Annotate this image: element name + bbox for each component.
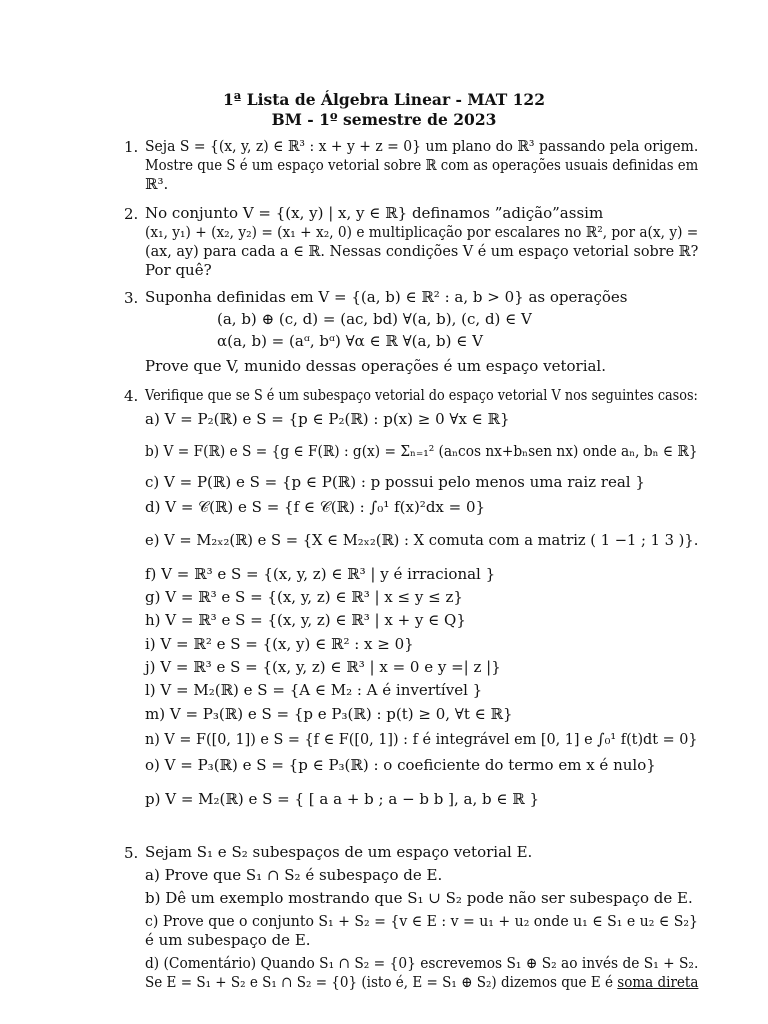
question-text-line: Seja S = {(x, y, z) ∈ ℝ³ : x + y + z = 0} um plano do ℝ³ passando pela origem. <box>145 137 699 155</box>
question-text-line: Verifique que se S é um subespaço vetorial do espaço vetorial V nos seguintes casos: <box>145 386 698 404</box>
sub-item: d) V = 𝒞(ℝ) e S = {f ∈ 𝒞(ℝ) : ∫₀¹ f(x)²dx = 0} <box>145 498 486 516</box>
question-text-line: (ax, ay) para cada a ∈ ℝ. Nessas condições V é um espaço vetorial sobre ℝ? <box>145 242 699 260</box>
sub-item: j) V = ℝ³ e S = {(x, y, z) ∈ ℝ³ | x = 0 e y =| z |} <box>145 658 501 676</box>
formula-line: (a, b) ⊕ (c, d) = (ac, bd) ∀(a, b), (c, d) ∈ V <box>217 310 532 328</box>
underlined-term: soma direta <box>617 973 699 991</box>
sub-item: o) V = P₃(ℝ) e S = {p ∈ P₃(ℝ) : o coeficiente do termo em x é nulo} <box>145 756 656 774</box>
question-number: 2. <box>124 205 139 223</box>
sub-item: d) (Comentário) Quando S₁ ∩ S₂ = {0} escrevemos S₁ ⊕ S₂ ao invés de S₁ + S₂. <box>145 954 699 972</box>
sub-item: c) V = P(ℝ) e S = {p ∈ P(ℝ) : p possui pelo menos uma raiz real } <box>145 473 645 491</box>
question-text-line: No conjunto V = {(x, y) | x, y ∈ ℝ} definamos ”adição”assim <box>145 204 604 222</box>
question-text-line: ℝ³. <box>145 175 169 193</box>
question-number: 4. <box>124 387 139 405</box>
question-text-line: Suponha definidas em V = {(a, b) ∈ ℝ² : a, b > 0} as operações <box>145 288 628 306</box>
question-number: 5. <box>124 844 139 862</box>
question-number: 3. <box>124 289 139 307</box>
sub-item: h) V = ℝ³ e S = {(x, y, z) ∈ ℝ³ | x + y ∈ Q} <box>145 611 466 629</box>
sub-item-text: Se E = S₁ + S₂ e S₁ ∩ S₂ = {0} (isto é, E = S₁ ⊕ S₂) dizemos que E é <box>145 973 618 991</box>
sub-item: g) V = ℝ³ e S = {(x, y, z) ∈ ℝ³ | x ≤ y ≤ z} <box>145 588 463 606</box>
sub-item: m) V = P₃(ℝ) e S = {p e P₃(ℝ) : p(t) ≥ 0, ∀t ∈ ℝ} <box>145 705 513 723</box>
sub-item: b) V = F(ℝ) e S = {g ∈ F(ℝ) : g(x) = Σₙ₌₁² (aₙcos nx+bₙsen nx) onde aₙ, bₙ ∈ ℝ} <box>145 442 698 460</box>
sub-item: a) V = P₂(ℝ) e S = {p ∈ P₂(ℝ) : p(x) ≥ 0 ∀x ∈ ℝ} <box>145 410 510 428</box>
sub-item: f) V = ℝ³ e S = {(x, y, z) ∈ ℝ³ | y é irracional } <box>145 565 496 583</box>
sub-item: l) V = M₂(ℝ) e S = {A ∈ M₂ : A é invertível } <box>145 681 483 699</box>
sub-item: a) Prove que S₁ ∩ S₂ é subespaço de E. <box>145 866 443 884</box>
question-text-line: Por quê? <box>145 261 212 279</box>
sub-item: n) V = F([0, 1]) e S = {f ∈ F([0, 1]) : f é integrável em [0, 1] e ∫₀¹ f(t)dt = 0} <box>145 730 698 748</box>
question-text-line: Mostre que S é um espaço vetorial sobre ℝ com as operações usuais definidas em <box>145 156 699 174</box>
sub-item: é um subespaço de E. <box>145 931 311 949</box>
question-text-line: Sejam S₁ e S₂ subespaços de um espaço vetorial E. <box>145 843 533 861</box>
sub-item <box>145 972 698 992</box>
sub-item: c) Prove que o conjunto S₁ + S₂ = {v ∈ E : v = u₁ + u₂ onde u₁ ∈ S₁ e u₂ ∈ S₂} <box>145 912 698 930</box>
sub-item: i) V = ℝ² e S = {(x, y) ∈ ℝ² : x ≥ 0} <box>145 635 414 653</box>
formula-line: α(a, b) = (aᵅ, bᵅ) ∀α ∈ ℝ ∀(a, b) ∈ V <box>217 332 483 350</box>
question-number: 1. <box>124 138 139 156</box>
sub-item: e) V = M₂ₓ₂(ℝ) e S = {X ∈ M₂ₓ₂(ℝ) : X comuta com a matriz ( 1 −1 ; 1 3 )}. <box>145 531 699 549</box>
sub-item: b) Dê um exemplo mostrando que S₁ ∪ S₂ pode não ser subespaço de E. <box>145 889 693 907</box>
sub-item: p) V = M₂(ℝ) e S = { [ a a + b ; a − b b ], a, b ∈ ℝ } <box>145 790 540 808</box>
question-text-line: Prove que V, munido dessas operações é um espaço vetorial. <box>145 357 606 375</box>
document-subtitle: BM - 1º semestre de 2023 <box>271 110 497 129</box>
question-text-line: (x₁, y₁) + (x₂, y₂) = (x₁ + x₂, 0) e multiplicação por escalares no ℝ², por a(x, y) = <box>145 223 699 241</box>
document-title: 1ª Lista de Álgebra Linear - MAT 122 <box>223 90 545 109</box>
